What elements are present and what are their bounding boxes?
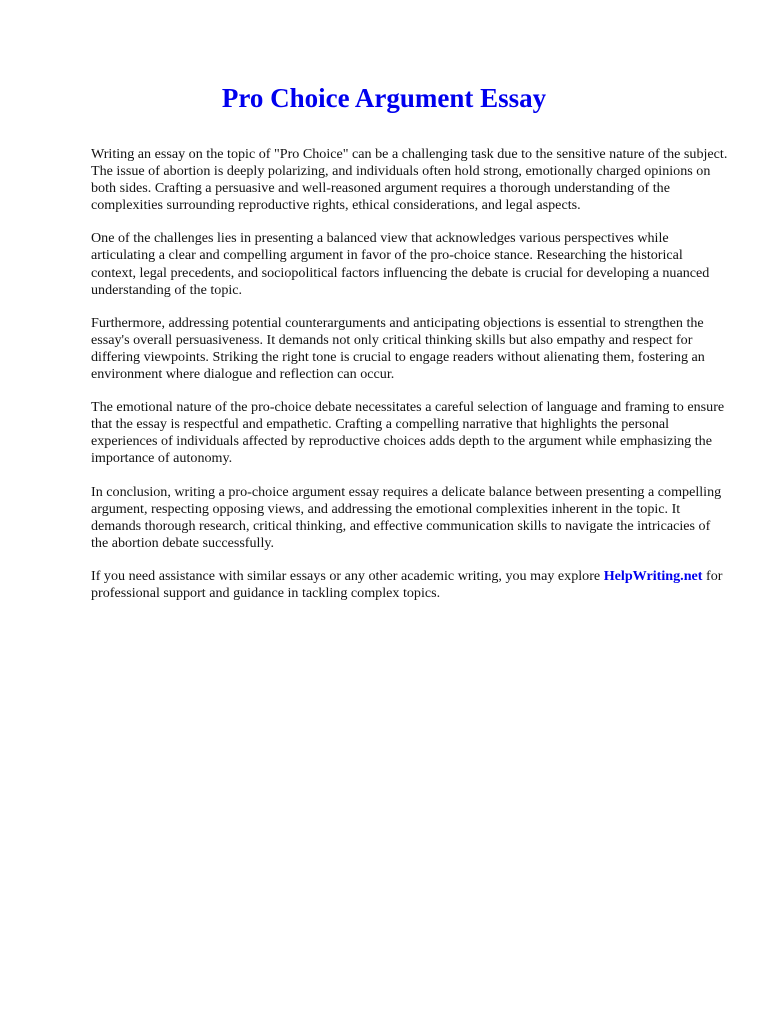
paragraph-5: In conclusion, writing a pro-choice argument essay requires a delicate balance between presenting a compelling argument, respecting opposing views, and addressing the emotional complexities inherent in the topic. It demands thorough research, critical thinking, and effective communication skills to navigate the intricacies of the abortion debate successfully. xyxy=(91,483,722,551)
paragraph-2: One of the challenges lies in presenting a balanced view that acknowledges various perspectives while articulating a clear and compelling argument in favor of the pro-choice stance. Researching the historical context, legal precedents, and sociopolitical factors influencing the debate is crucial for developing a nuanced understanding of the topic. xyxy=(91,230,710,298)
paragraph-1: Writing an essay on the topic of "Pro Choice" can be a challenging task due to the sensitive nature of the subject. The issue of abortion is deeply polarizing, and individuals often hold strong, emotionally charged opinions on both sides. Crafting a persuasive and well-reasoned argument requires a thorough understanding of the complexities surrounding reproductive rights, ethical considerations, and legal aspects. xyxy=(91,146,728,214)
essay-body xyxy=(91,146,729,618)
closing-text-before-link: If you need assistance with similar essays or any other academic writing, you may explore xyxy=(91,567,604,584)
helpwriting-link[interactable]: HelpWriting.net xyxy=(603,567,703,584)
paragraph-3: Furthermore, addressing potential counterarguments and anticipating objections is essential to strengthen the essay's overall persuasiveness. It demands not only critical thinking skills but also empathy and respect for differing viewpoints. Striking the right tone is crucial to engage readers without alienating them, fostering an environment where dialogue and reflection can occur. xyxy=(91,314,705,383)
page-title: Pro Choice Argument Essay xyxy=(221,83,547,113)
paragraph-4: The emotional nature of the pro-choice debate necessitates a careful selection of language and framing to ensure that the essay is respectful and empathetic. Crafting a compelling narrative that highlights the personal experiences of individuals affected by reproductive choices adds depth to the argument while emphasizing the importance of autonomy. xyxy=(91,399,725,467)
closing-text-after-link: for professional support and guidance in tackling complex topics. xyxy=(91,567,723,601)
closing-paragraph xyxy=(91,568,729,602)
